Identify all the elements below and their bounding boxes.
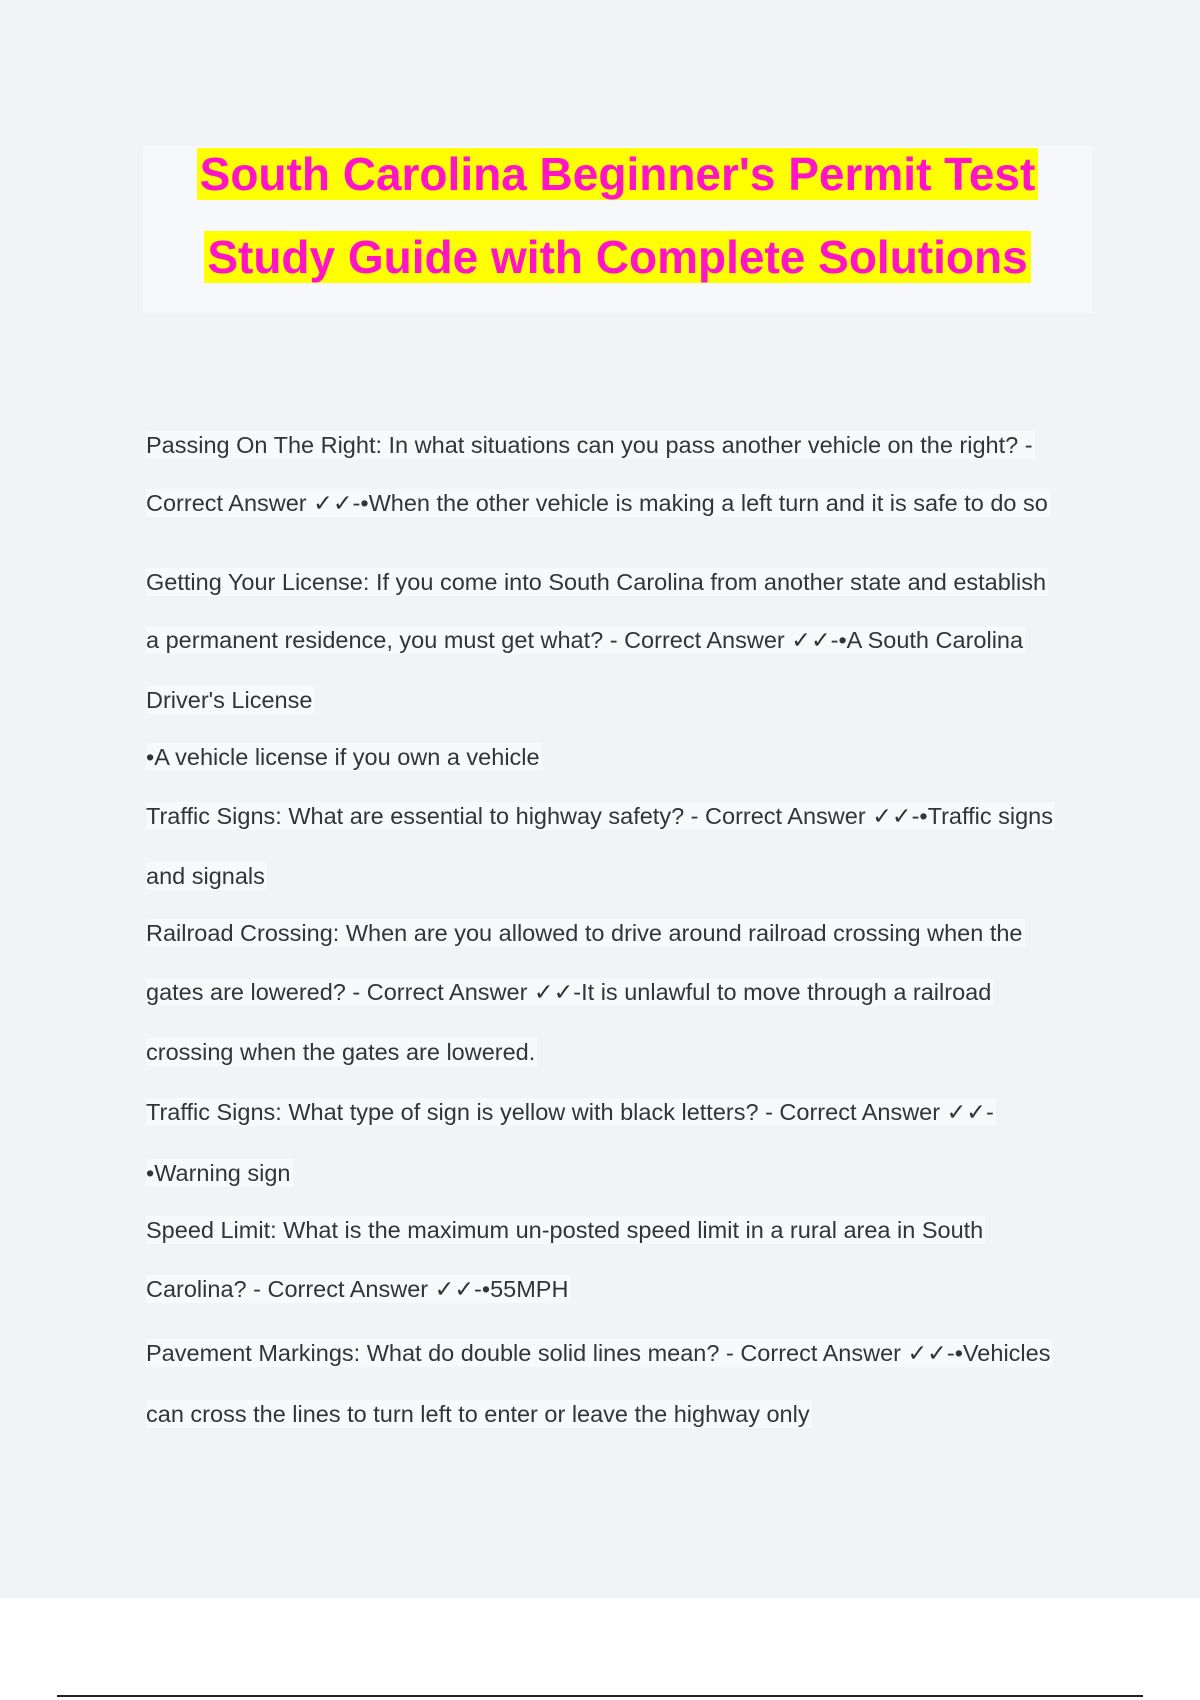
qa-text: Driver's License bbox=[146, 687, 313, 713]
qa-text: gates are lowered? - Correct Answer ✓✓-It is unlawful to move through a railroad bbox=[146, 979, 992, 1005]
qa-line-5 bbox=[146, 684, 1096, 716]
qa-text: can cross the lines to turn left to enter or leave the highway only bbox=[146, 1401, 810, 1427]
qa-text: Passing On The Right: In what situations can you pass another vehicle on the right? - bbox=[146, 432, 1033, 458]
title-text-1: South Carolina Beginner's Permit Test bbox=[197, 148, 1039, 200]
qa-text: Correct Answer ✓✓-•When the other vehicle is making a left turn and it is safe to do so bbox=[146, 490, 1048, 516]
qa-line-12 bbox=[146, 1096, 1096, 1128]
qa-line-13 bbox=[146, 1157, 1096, 1189]
qa-line-9 bbox=[146, 917, 1096, 949]
qa-text: Railroad Crossing: When are you allowed to drive around railroad crossing when the bbox=[146, 920, 1023, 946]
title-block bbox=[143, 146, 1092, 313]
title-text-2: Study Guide with Complete Solutions bbox=[204, 231, 1030, 283]
footer-divider bbox=[57, 1695, 1143, 1697]
qa-line-7 bbox=[146, 800, 1096, 832]
qa-line-14 bbox=[146, 1214, 1096, 1246]
qa-text: Speed Limit: What is the maximum un-posted speed limit in a rural area in South bbox=[146, 1217, 984, 1243]
qa-line-10 bbox=[146, 976, 1096, 1008]
qa-text: and signals bbox=[146, 863, 265, 889]
qa-text: Traffic Signs: What type of sign is yellow with black letters? - Correct Answer ✓✓- bbox=[146, 1099, 994, 1125]
qa-text: Getting Your License: If you come into South Carolina from another state and establish bbox=[146, 569, 1047, 595]
qa-text: crossing when the gates are lowered. bbox=[146, 1039, 536, 1065]
qa-text: •Warning sign bbox=[146, 1160, 291, 1186]
qa-line-16 bbox=[146, 1337, 1096, 1369]
qa-text: Carolina? - Correct Answer ✓✓-•55MPH bbox=[146, 1276, 569, 1302]
qa-text: a permanent residence, you must get what? - Correct Answer ✓✓-•A South Carolina bbox=[146, 627, 1024, 653]
qa-text: •A vehicle license if you own a vehicle bbox=[146, 744, 540, 770]
title-line-2 bbox=[143, 229, 1092, 285]
qa-line-17 bbox=[146, 1398, 1096, 1430]
qa-line-6 bbox=[146, 741, 1096, 773]
qa-text: Pavement Markings: What do double solid lines mean? - Correct Answer ✓✓-•Vehicles bbox=[146, 1340, 1051, 1366]
qa-line-4 bbox=[146, 624, 1096, 656]
qa-text: Traffic Signs: What are essential to highway safety? - Correct Answer ✓✓-•Traffic signs bbox=[146, 803, 1053, 829]
qa-line-3 bbox=[146, 566, 1096, 598]
title-line-1 bbox=[143, 146, 1092, 202]
qa-line-8 bbox=[146, 860, 1096, 892]
qa-line-2 bbox=[146, 487, 1096, 519]
qa-line-1 bbox=[146, 429, 1096, 461]
qa-line-15 bbox=[146, 1273, 1096, 1305]
qa-line-11 bbox=[146, 1036, 1096, 1068]
